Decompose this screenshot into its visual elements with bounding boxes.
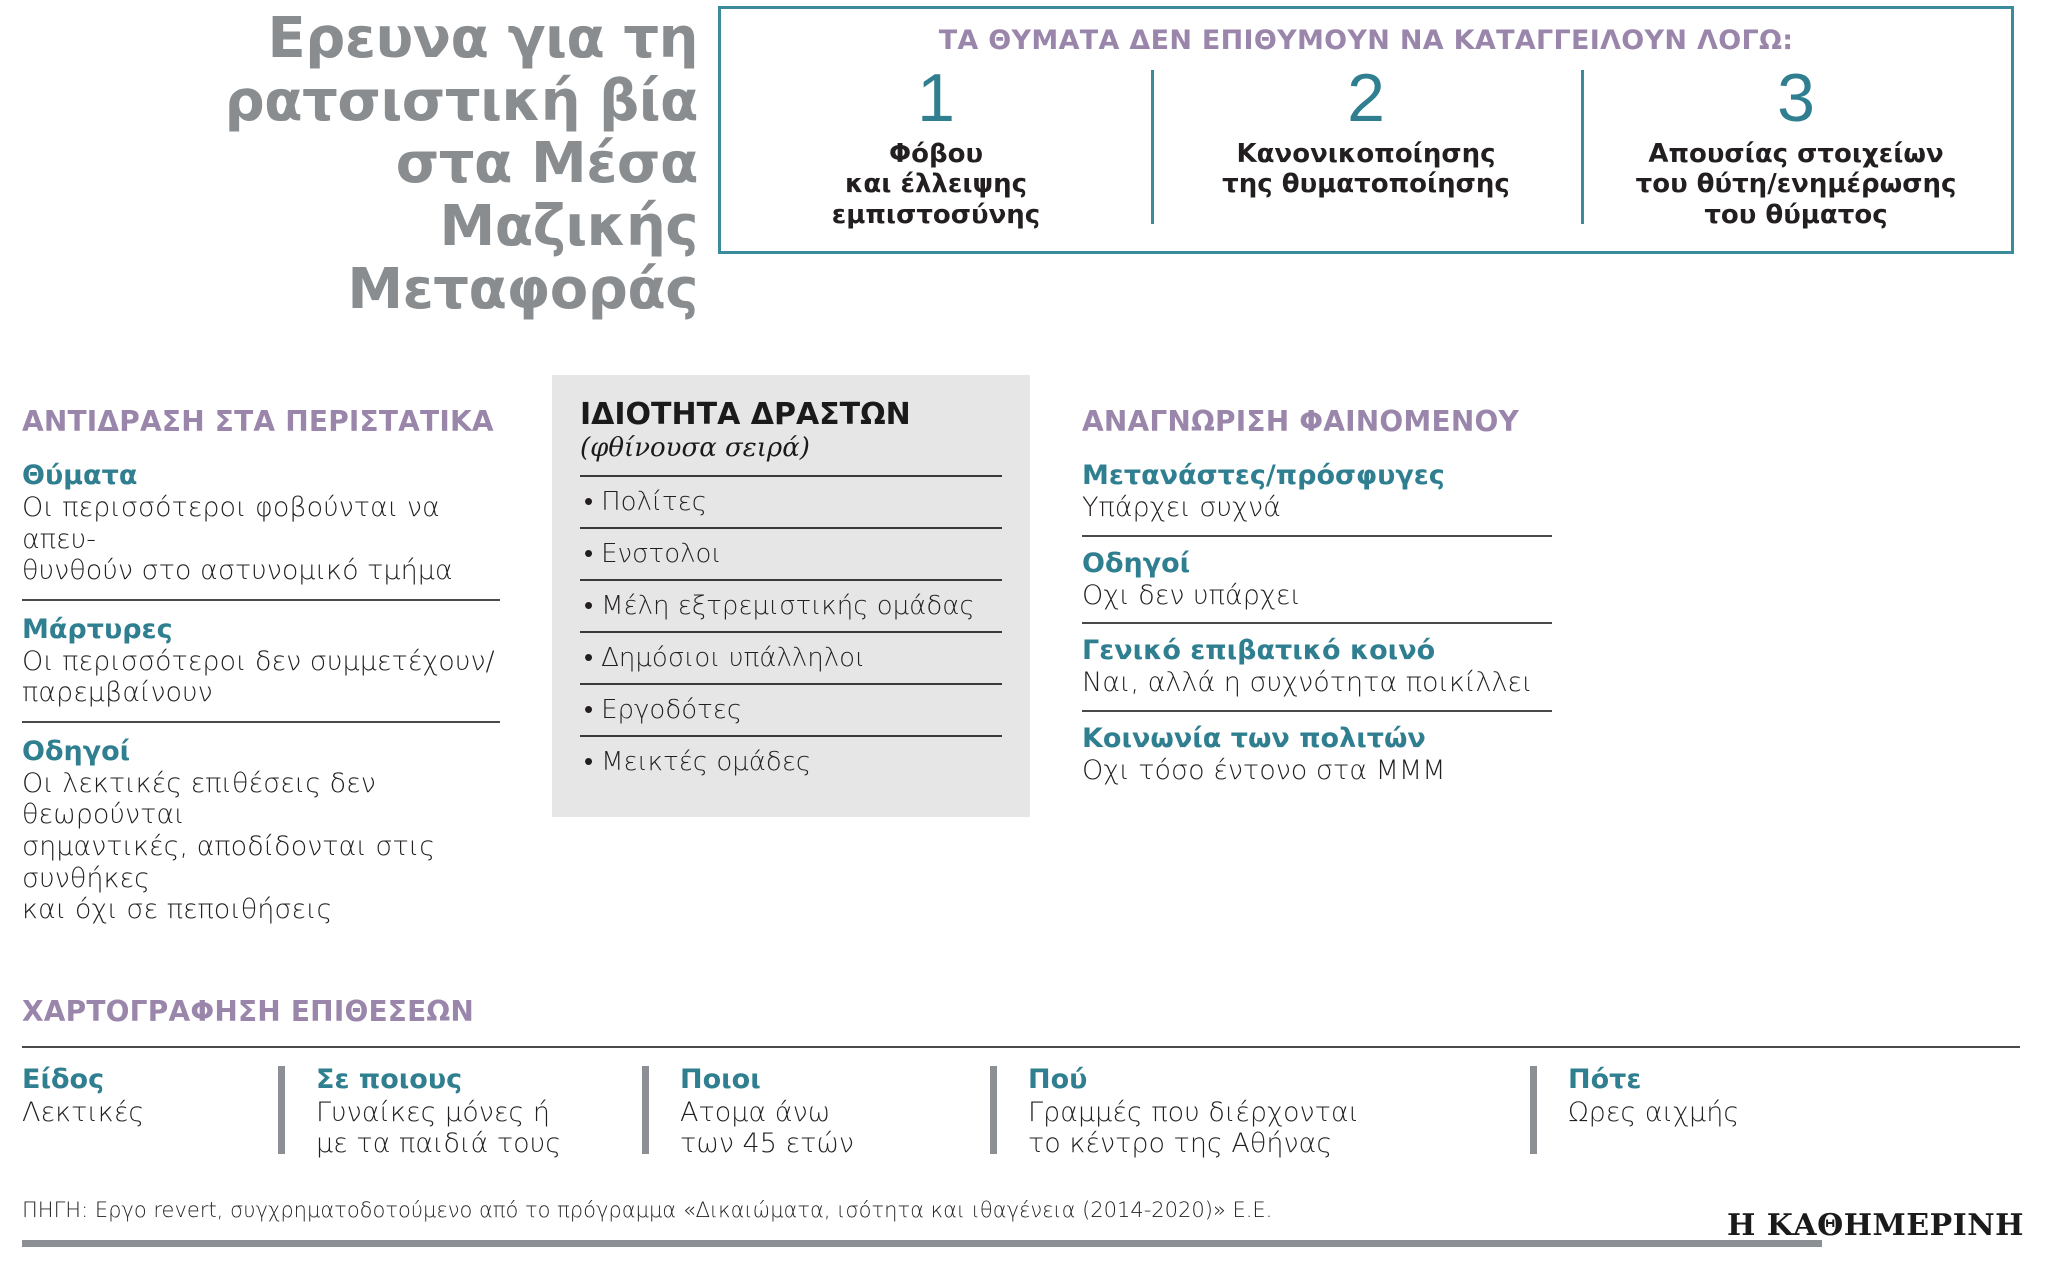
reason-item-1 xyxy=(721,60,1151,234)
perpetrators-title: ΙΔΙΟΤΗΤΑ ΔΡΑΣΤΩΝ xyxy=(580,397,911,432)
mapping-column-type xyxy=(22,1064,254,1159)
reason-label-1-line-1: Φόβου xyxy=(889,138,983,169)
mapping-column-targets xyxy=(254,1064,618,1159)
perpetrators-item-label: Πολίτες xyxy=(601,486,707,517)
recognition-divider-2 xyxy=(1082,622,1552,624)
reason-item-3 xyxy=(1581,60,2011,234)
recognition-divider-3 xyxy=(1082,710,1552,712)
reasons-panel-heading: ΤΑ ΘΥΜΑΤΑ ΔΕΝ ΕΠΙΘΥΜΟΥΝ ΝΑ ΚΑΤΑΓΓΕΙΛΟΥΝ ΛΟΓΩ: xyxy=(938,25,1794,56)
perpetrators-subtitle: (φθίνουσα σειρά) xyxy=(580,432,810,463)
mapping-column-where xyxy=(966,1064,1506,1159)
recognition-entry-public-title: Γενικό επιβατικό κοινό xyxy=(1082,635,1436,667)
perpetrators-list xyxy=(580,475,1002,787)
mapping-column-when xyxy=(1506,1064,1886,1159)
bullet-icon: • xyxy=(584,642,594,673)
reason-label-3-line-3: του θύματος xyxy=(1704,199,1888,230)
recognition-entry-public-text: Ναι, αλλά η συχνότητα ποικίλλει xyxy=(1082,667,1533,699)
reason-label-3 xyxy=(1595,139,1997,231)
reaction-entry-drivers xyxy=(22,736,522,926)
reason-item-2 xyxy=(1151,60,1581,234)
reason-number-3: 3 xyxy=(1777,60,1815,136)
recognition-entry-drivers-title: Οδηγοί xyxy=(1082,547,1191,579)
page-title xyxy=(150,8,698,322)
recognition-entry-drivers xyxy=(1082,548,1582,612)
perpetrators-panel xyxy=(552,375,1030,817)
mapping-column-where-line-2: το κέντρο της Αθήνας xyxy=(1028,1128,1333,1160)
bullet-icon: • xyxy=(584,486,594,517)
bullet-icon: • xyxy=(584,590,594,621)
reaction-entry-witnesses-text-line-1: Οι περισσότεροι δεν συμμετέχουν/ xyxy=(22,645,495,677)
reaction-entry-drivers-text-line-1: Οι λεκτικές επιθέσεις δεν θεωρούνται xyxy=(22,767,376,831)
mapping-column-type-line-1: Λεκτικές xyxy=(22,1097,145,1128)
mapping-column-who-title: Ποιοι xyxy=(680,1064,761,1095)
reasons-panel xyxy=(718,6,2014,254)
reaction-entry-witnesses-title: Μάρτυρες xyxy=(22,613,173,645)
reaction-divider-1 xyxy=(22,599,500,601)
bullet-icon: • xyxy=(584,694,594,725)
reaction-entry-witnesses xyxy=(22,614,522,709)
reaction-entry-witnesses-text-line-2: παρεμβαίνουν xyxy=(22,677,213,709)
recognition-entry-civil-society-text: Οχι τόσο έντονο στα ΜΜΜ xyxy=(1082,754,1446,786)
reaction-entry-victims-title: Θύματα xyxy=(22,460,138,491)
footer-rule xyxy=(22,1240,1822,1247)
recognition-entry-migrants-title: Μετανάστες/πρόσφυγες xyxy=(1082,460,1445,491)
list-item xyxy=(580,475,1002,527)
reaction-section xyxy=(22,405,522,926)
reaction-entry-victims-text xyxy=(22,492,522,587)
mapping-columns xyxy=(22,1064,2026,1159)
publisher-logo: Η ΚΑΘΗΜΕΡΙΝΗ xyxy=(1726,1208,2024,1243)
reason-label-2 xyxy=(1165,139,1567,200)
recognition-section-heading: ΑΝΑΓΝΩΡΙΣΗ ΦΑΙΝΟΜΕΝΟΥ xyxy=(1082,405,1519,438)
recognition-section xyxy=(1082,405,1582,786)
reaction-entry-drivers-title: Οδηγοί xyxy=(22,735,131,767)
recognition-entry-civil-society-title: Κοινωνία των πολιτών xyxy=(1082,722,1426,754)
mapping-column-targets-line-2: με τα παιδιά τους xyxy=(316,1128,562,1160)
reaction-entry-drivers-text-line-2: σημαντικές, αποδίδονται στις συνθήκες xyxy=(22,831,436,894)
perpetrators-item-label: Εργοδότες xyxy=(601,694,743,725)
reaction-entry-drivers-text xyxy=(22,768,522,926)
page-title-line-1: Ερευνα για τη xyxy=(267,6,698,71)
recognition-entry-migrants-text: Υπάρχει συχνά xyxy=(1082,492,1281,523)
reaction-section-heading: ΑΝΤΙΔΡΑΣΗ ΣΤΑ ΠΕΡΙΣΤΑΤΙΚΑ xyxy=(22,405,494,438)
reaction-entry-drivers-text-line-3: και όχι σε πεποιθήσεις xyxy=(22,894,333,926)
recognition-entry-migrants xyxy=(1082,460,1582,524)
list-item xyxy=(580,527,1002,579)
mapping-column-type-title: Είδος xyxy=(22,1064,105,1095)
mapping-column-where-title: Πού xyxy=(1028,1064,1088,1095)
page-title-line-3: στα Μέσα Μαζικής xyxy=(395,131,698,260)
mapping-column-when-line-1: Ωρες αιχμής xyxy=(1568,1097,1740,1128)
recognition-entry-public xyxy=(1082,635,1582,699)
mapping-section-heading: ΧΑΡΤΟΓΡΑΦΗΣΗ ΕΠΙΘΕΣΕΩΝ xyxy=(22,995,475,1028)
reaction-entry-victims xyxy=(22,460,522,587)
reaction-divider-2 xyxy=(22,721,500,723)
perpetrators-item-label: Μεικτές ομάδες xyxy=(601,746,812,777)
reason-label-1 xyxy=(735,139,1137,231)
bullet-icon: • xyxy=(584,538,594,569)
recognition-entry-civil-society xyxy=(1082,723,1582,787)
perpetrators-item-label: Δημόσιοι υπάλληλοι xyxy=(601,642,866,673)
mapping-column-where-line-1: Γραμμές που διέρχονται xyxy=(1028,1097,1360,1128)
mapping-section xyxy=(22,995,2026,1159)
list-item xyxy=(580,683,1002,735)
reaction-entry-witnesses-text xyxy=(22,646,522,709)
reason-label-1-line-3: εμπιστοσύνης xyxy=(831,199,1041,230)
page-title-line-2: ρατσιστική βία xyxy=(224,68,698,134)
mapping-column-who-line-2: των 45 ετών xyxy=(680,1128,855,1160)
mapping-column-who-line-1: Ατομα άνω xyxy=(680,1097,831,1128)
reaction-entry-victims-text-line-1: Οι περισσότεροι φοβούνται να απευ- xyxy=(22,492,440,555)
bullet-icon: • xyxy=(584,746,594,777)
reasons-columns xyxy=(721,60,2011,234)
reason-label-2-line-1: Κανονικοποίησης xyxy=(1236,138,1496,169)
list-item xyxy=(580,631,1002,683)
mapping-column-targets-title: Σε ποιους xyxy=(316,1064,463,1095)
reason-number-2: 2 xyxy=(1347,60,1385,136)
reason-label-3-line-2: του θύτη/ενημέρωσης xyxy=(1635,169,1957,200)
reason-label-3-line-1: Απουσίας στοιχείων xyxy=(1648,138,1944,169)
top-area xyxy=(0,0,2048,322)
mapping-column-when-title: Πότε xyxy=(1568,1064,1642,1095)
page-title-line-4: Μεταφοράς xyxy=(347,256,698,322)
perpetrators-item-label: Μέλη εξτρεμιστικής ομάδας xyxy=(601,590,975,621)
reason-label-1-line-2: και έλλειψης xyxy=(844,169,1028,200)
list-item xyxy=(580,579,1002,631)
reason-number-1: 1 xyxy=(917,60,955,136)
mapping-divider xyxy=(22,1046,2020,1048)
recognition-divider-1 xyxy=(1082,535,1552,537)
recognition-entry-drivers-text: Οχι δεν υπάρχει xyxy=(1082,579,1301,611)
source-note: ΠΗΓΗ: Εργο revert, συγχρηματοδοτούμενο από το πρόγραμμα «Δικαιώματα, ισότητα και ιθαγένεια (2014-2020)» Ε.Ε. xyxy=(22,1198,1273,1222)
mapping-column-who xyxy=(618,1064,966,1159)
mapping-column-targets-line-1: Γυναίκες μόνες ή xyxy=(316,1097,550,1128)
list-item xyxy=(580,735,1002,787)
reaction-entry-victims-text-line-2: θυνθούν στο αστυνομικό τμήμα xyxy=(22,555,453,587)
reason-label-2-line-2: της θυματοποίησης xyxy=(1222,169,1510,200)
perpetrators-item-label: Ενστολοι xyxy=(601,538,722,569)
